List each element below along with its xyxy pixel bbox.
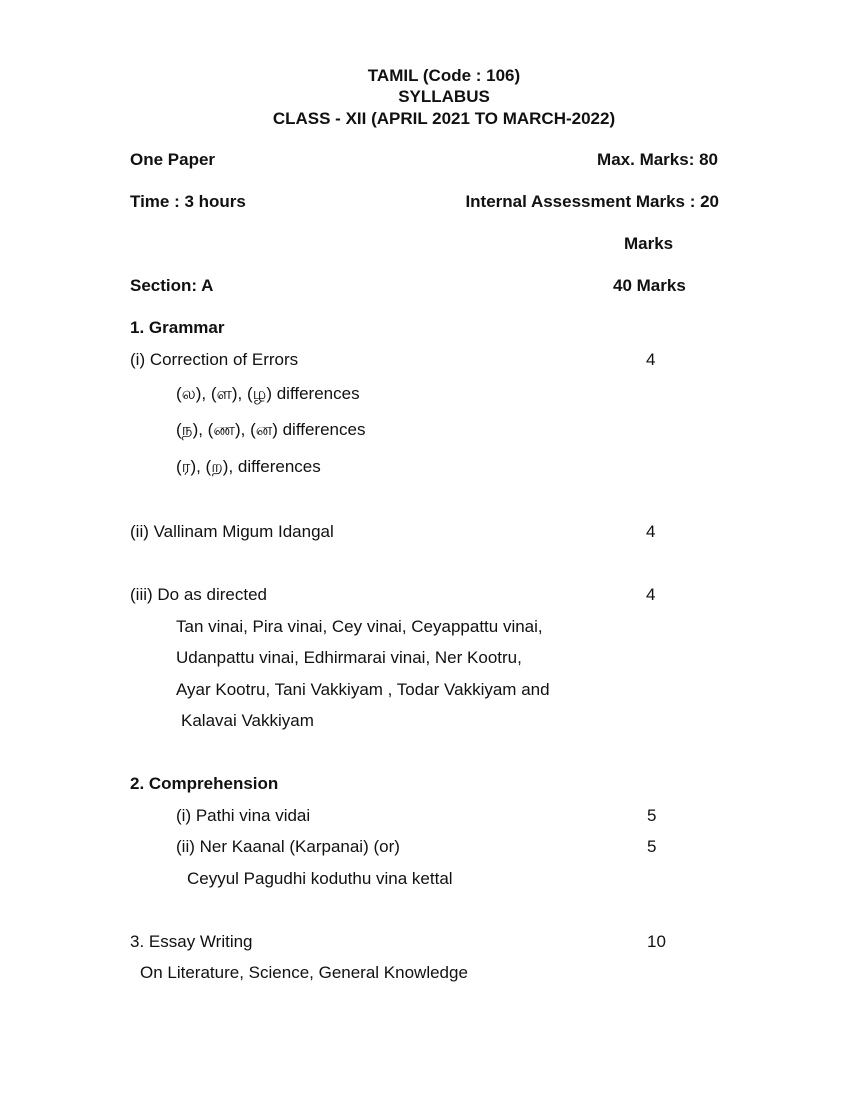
correction-line-3: (ர), (ற), differences [176,457,321,476]
paper-label: One Paper [130,150,216,169]
ner-kaanal-label: (ii) Ner Kaanal (Karpanai) (or) [176,837,400,856]
class-line: CLASS - XII (APRIL 2021 TO MARCH-2022) [272,109,616,128]
correction-of-errors-label: (i) Correction of Errors [130,350,299,369]
internal-assessment: Internal Assessment Marks : 20 [465,192,719,211]
correction-line-1: (ல), (ள), (ழ) differences [176,384,360,403]
do-as-directed-label: (iii) Do as directed [130,585,267,604]
comprehension-heading: 2. Comprehension [130,774,279,793]
section-a-marks: 40 Marks [613,276,686,295]
essay-writing-detail: On Literature, Science, General Knowledge [140,963,468,982]
grammar-heading: 1. Grammar [130,318,225,337]
ceyyul-pagudhi-line: Ceyyul Pagudhi koduthu vina kettal [187,869,453,888]
directed-line-4: Kalavai Vakkiyam [181,711,314,730]
pathi-vina-vidai-label: (i) Pathi vina vidai [176,806,311,825]
ner-kaanal-marks: 5 [647,837,657,856]
vallinam-label: (ii) Vallinam Migum Idangal [130,522,334,541]
vallinam-marks: 4 [646,522,656,541]
time-label: Time : 3 hours [130,192,246,211]
document-subtitle: SYLLABUS [398,87,490,106]
essay-writing-marks: 10 [647,932,666,951]
essay-writing-label: 3. Essay Writing [130,932,253,951]
document-title: TAMIL (Code : 106) [367,66,521,85]
pathi-vina-vidai-marks: 5 [647,806,657,825]
directed-line-1: Tan vinai, Pira vinai, Cey vinai, Ceyappattu vinai, [176,617,543,636]
directed-line-2: Udanpattu vinai, Edhirmarai vinai, Ner Kootru, [176,648,522,667]
directed-line-3: Ayar Kootru, Tani Vakkiyam , Todar Vakkiyam and [176,680,550,699]
section-a-label: Section: A [130,276,214,295]
correction-of-errors-marks: 4 [646,350,656,369]
correction-line-2: (ந), (ண), (ன) differences [176,420,366,439]
marks-heading: Marks [624,234,674,253]
max-marks: Max. Marks: 80 [597,150,718,169]
do-as-directed-marks: 4 [646,585,656,604]
